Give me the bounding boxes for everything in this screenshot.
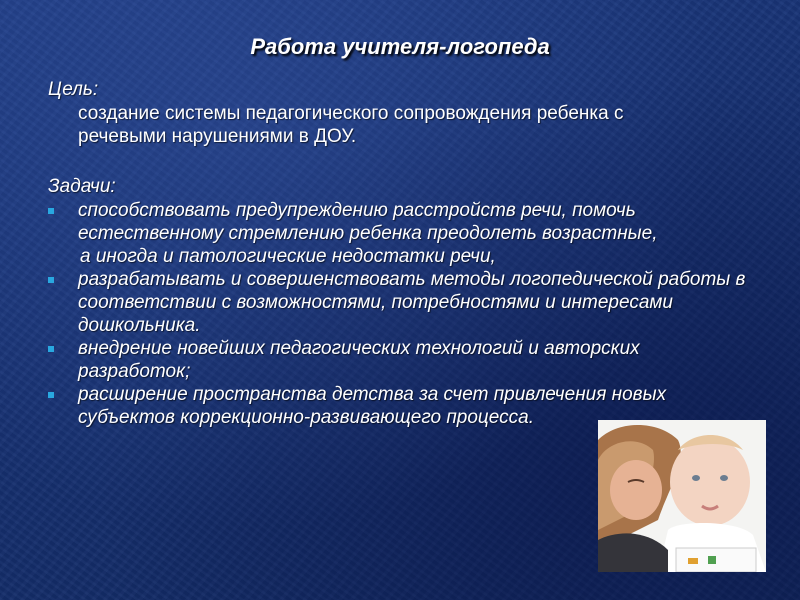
photo-illustration (598, 420, 766, 572)
square-bullet-icon (48, 346, 54, 352)
task-text: расширение пространства детства за счет привлечения новых субъектов коррекционно-развивающего процесса. (78, 384, 667, 428)
goal-text (78, 102, 748, 148)
task-item-2 (48, 245, 748, 268)
task-text: способствовать предупреждению расстройств речи, помочь естественному стремлению ребенка преодолеть возрастные, (78, 200, 658, 244)
goal-label: Цель: (48, 79, 99, 100)
square-bullet-icon (48, 277, 54, 283)
slide-title: Работа учителя-логопеда (250, 34, 550, 59)
task-text: а иногда и патологические недостатки речи, (80, 246, 496, 267)
mother-child-photo (598, 420, 766, 572)
task-item-3 (48, 268, 748, 337)
task-text: разрабатывать и совершенствовать методы логопедической работы в соответствии с возможностями, потребностями и интересами дошкольника. (78, 269, 746, 336)
task-item-1 (48, 199, 748, 245)
goal-text-line-2: речевыми нарушениями в ДОУ. (78, 126, 357, 147)
square-bullet-icon (48, 208, 54, 214)
tasks-label: Задачи: (48, 176, 116, 197)
task-item-4 (48, 337, 748, 383)
square-bullet-icon (48, 392, 54, 398)
goal-text-line-1: создание системы педагогического сопровождения ребенка с (78, 103, 624, 124)
task-list (48, 199, 748, 429)
task-text: внедрение новейших педагогических технологий и авторских разработок; (78, 338, 640, 382)
